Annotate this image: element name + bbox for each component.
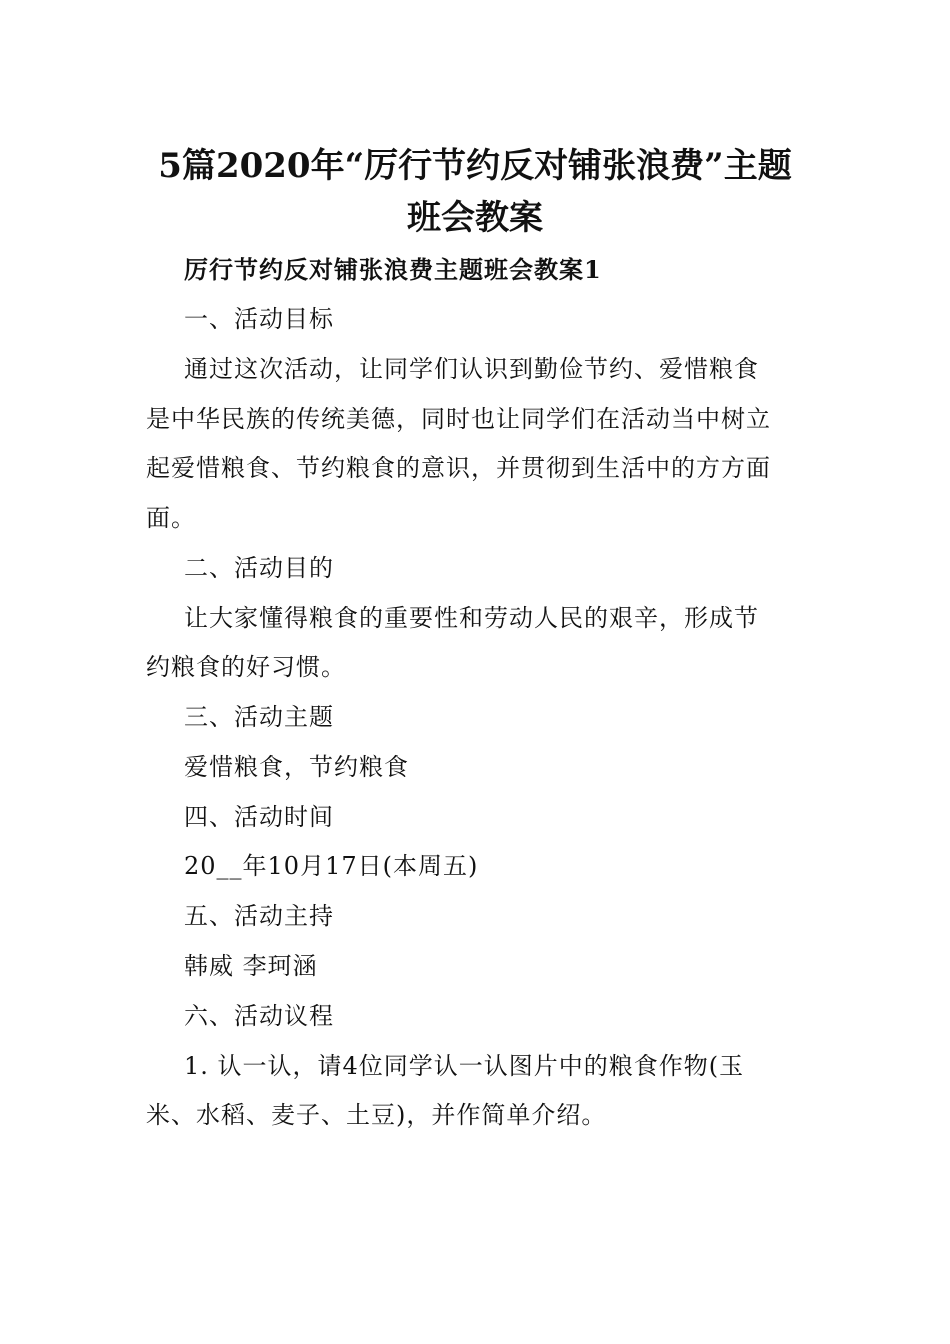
paragraph-line: 韩威 李珂涵: [184, 952, 318, 980]
paragraph-line: 五、活动主持: [184, 902, 334, 930]
paragraph-line: 三、活动主题: [184, 703, 334, 731]
paragraph-line: 1. 认一认，请4位同学认一认图片中的粮食作物(玉: [184, 1052, 745, 1080]
paragraph-line: 四、活动时间: [184, 803, 334, 831]
title-line-1: 5篇2020年“厉行节约反对铺张浪费”主题: [158, 146, 792, 186]
paragraph-line: 通过这次活动，让同学们认识到勤俭节约、爱惜粮食: [184, 355, 759, 383]
document-title: [120, 140, 830, 244]
paragraph-line: 20__年10月17日(本周五): [184, 852, 479, 880]
paragraph-line: 起爱惜粮食、节约粮食的意识，并贯彻到生活中的方方面: [146, 454, 771, 482]
paragraph-line: 让大家懂得粮食的重要性和劳动人民的艰辛，形成节: [184, 604, 759, 632]
paragraph-line: 是中华民族的传统美德，同时也让同学们在活动当中树立: [146, 405, 771, 433]
paragraph-line: 一、活动目标: [184, 305, 334, 333]
paragraph-line: 面。: [146, 504, 196, 532]
paragraph-line: 约粮食的好习惯。: [146, 653, 346, 681]
paragraph-line: 爱惜粮食，节约粮食: [184, 753, 409, 781]
paragraph-line: 二、活动目的: [184, 554, 334, 582]
section-heading: 厉行节约反对铺张浪费主题班会教案1: [184, 255, 602, 284]
title-line-2: 班会教案: [407, 198, 543, 238]
paragraph-line: 六、活动议程: [184, 1002, 334, 1030]
paragraph-line: 米、水稻、麦子、土豆)，并作简单介绍。: [146, 1101, 607, 1129]
